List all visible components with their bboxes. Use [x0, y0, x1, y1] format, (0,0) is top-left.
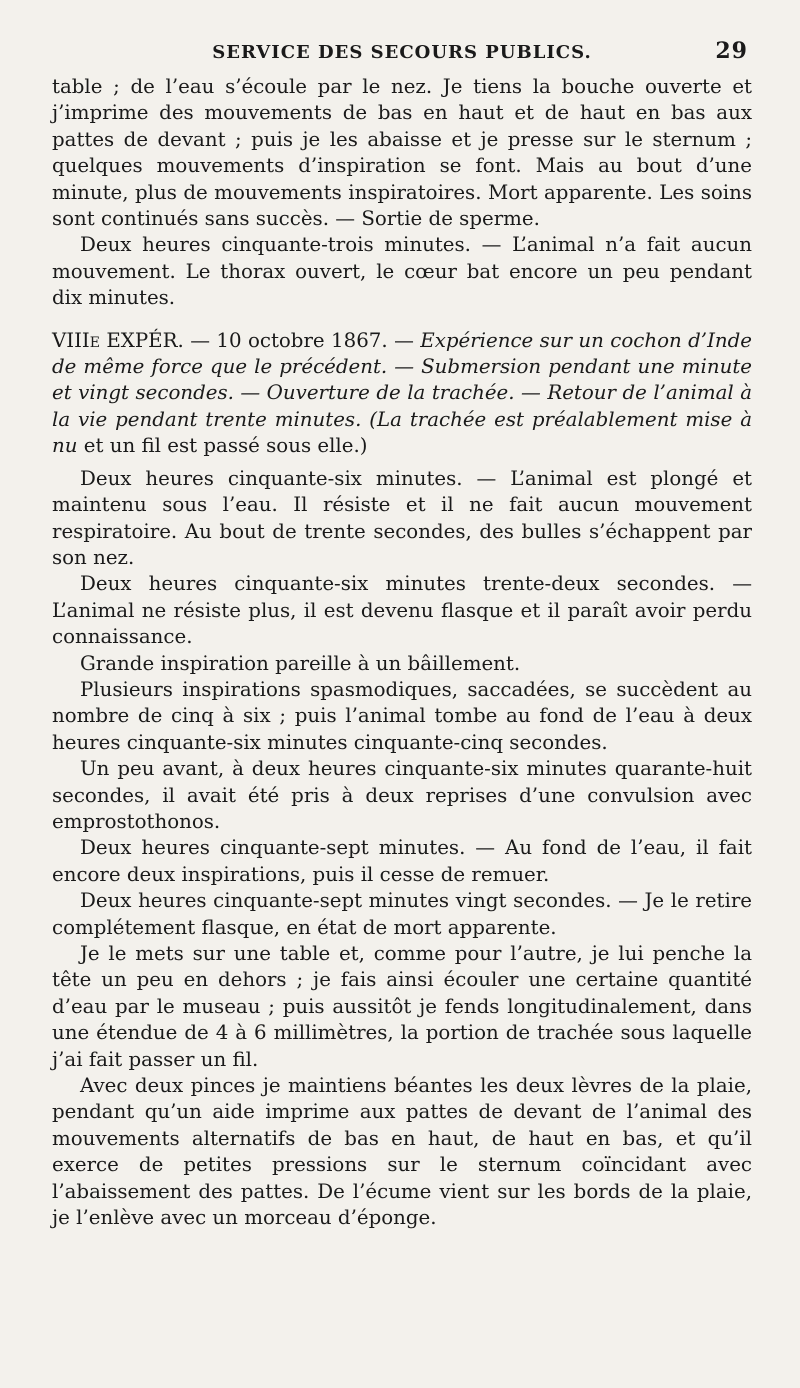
- body-text: [52, 74, 752, 1231]
- page-header: [52, 34, 752, 74]
- paragraph: Plusieurs inspirations spasmodiques, saccadées, se succèdent au nombre de cinq à six ; puis l’animal tombe au fond de l’eau à deux heures cinquante-six minutes cinquante-cinq secondes.: [52, 677, 752, 754]
- experiment-description: Expérience sur un cochon d’Inde de même force que le précédent. — Submersion pendant une minute et vingt secondes. — Ouverture de la trachée. — Retour de l’animal à la vie pendant trente minutes. (La trachée est préalablement mise à nu: [52, 328, 752, 458]
- paragraph-continued: table ; de l’eau s’écoule par le nez. Je tiens la bouche ouverte et j’imprime des mouvements de bas en haut et de haut en bas aux pattes de devant ; puis je les abaisse et je presse sur le sternum ; quelques mouvements d’inspiration se font. Mais au bout d’une minute, plus de mouvements inspiratoires. Mort apparente. Les soins sont continués sans succès. — Sortie de sperme.: [52, 75, 752, 231]
- experiment-heading: [52, 328, 752, 460]
- paragraph: Deux heures cinquante-six minutes trente-deux secondes. — L’animal ne résiste plus, il est devenu flasque et il paraît avoir perdu connaissance.: [52, 572, 752, 649]
- experiment-date: — 10 octobre 1867. —: [183, 328, 421, 352]
- paragraph: Je le mets sur une table et, comme pour l’autre, je lui penche la tête un peu en dehors ; je fais ainsi écouler une certaine quantité d’eau par le museau ; puis aussitôt je fends longitudinalement, dans une étendue de 4 à 6 millimètres, la portion de trachée sous laquelle j’ai fait passer un fil.: [52, 942, 752, 1071]
- paragraph: Deux heures cinquante-trois minutes. — L’animal n’a fait aucun mouvement. Le thorax ouvert, le cœur bat encore un peu pendant dix minutes.: [52, 233, 752, 310]
- paragraph: Grande inspiration pareille à un bâillement.: [80, 651, 521, 675]
- experiment-label: VIIIe EXPÉR.: [52, 328, 184, 352]
- running-title: SERVICE DES SECOURS PUBLICS.: [212, 42, 592, 63]
- paragraph: Deux heures cinquante-sept minutes vingt secondes. — Je le retire complétement flasque, en état de mort apparente.: [52, 889, 752, 939]
- experiment-description-end: et un fil est passé sous elle.): [77, 434, 368, 458]
- paragraph: Deux heures cinquante-sept minutes. — Au fond de l’eau, il fait encore deux inspirations, puis il cesse de remuer.: [52, 836, 752, 886]
- paragraph: Avec deux pinces je maintiens béantes les deux lèvres de la plaie, pendant qu’un aide imprime aux pattes de devant de l’animal des mouvements alternatifs de bas en haut, de haut en bas, et qu’il exerce de petites pressions sur le sternum coïncidant avec l’abaissement des pattes. De l’écume vient sur les bords de la plaie, je l’enlève avec un morceau d’éponge.: [52, 1074, 752, 1230]
- paragraph: Un peu avant, à deux heures cinquante-six minutes quarante-huit secondes, il avait été pris à deux reprises d’une convulsion avec emprostothonos.: [52, 757, 752, 833]
- page-number: 29: [715, 38, 748, 64]
- paragraph: Deux heures cinquante-six minutes. — L’animal est plongé et maintenu sous l’eau. Il résiste et il ne fait aucun mouvement respiratoire. Au bout de trente secondes, des bulles s’échappent par son nez.: [52, 466, 752, 569]
